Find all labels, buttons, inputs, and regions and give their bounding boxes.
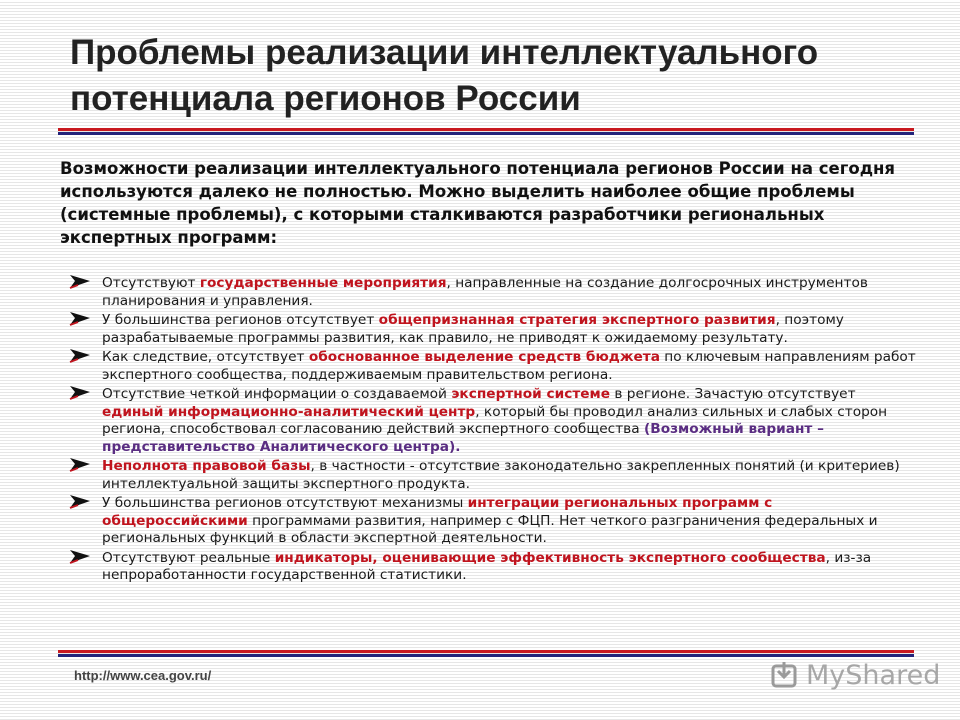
- title-line-1: Проблемы реализации интеллектуального: [70, 33, 819, 72]
- arrow-bullet-icon: [68, 547, 94, 565]
- bullet-text: , который бы проводил анализ сильных и слабых сторон региона, способствовал согласованию действий экспертного сообщества: [102, 403, 888, 437]
- list-item: [66, 458, 916, 493]
- bullet-text: У большинства регионов отсутствуют механизмы: [102, 495, 468, 511]
- bullet-variant-note: (Возможный вариант – представительство Аналитического центра).: [102, 421, 824, 455]
- problems-list: [66, 275, 916, 587]
- divider-blue-line: [58, 654, 914, 657]
- divider-red-line: [58, 128, 914, 131]
- list-item: [66, 275, 916, 310]
- bullet-highlight: индикаторы, оценивающие эффективность экспертного сообщества: [274, 549, 826, 566]
- arrow-bullet-icon: [68, 492, 94, 510]
- myshared-logo-icon: [770, 660, 802, 692]
- bullet-highlight: интеграции региональных программ с общероссийскими: [102, 495, 773, 529]
- arrow-bullet-icon: [68, 455, 94, 473]
- list-item: [66, 495, 916, 548]
- list-item: [66, 550, 916, 585]
- bullet-text: в регионе. Зачастую отсутствует: [610, 386, 856, 402]
- list-item: [66, 312, 916, 347]
- bullet-text: по ключевым направлениям работ экспертного сообщества, поддерживаемым правительством региона.: [102, 349, 916, 383]
- intro-paragraph: Возможности реализации интеллектуального потенциала регионов России на сегодня используются далеко не полностью. Можно выделить наиболее общие проблемы (системные проблемы), с которыми сталкиваются разработчики региональных экспертных программ:: [60, 159, 896, 247]
- bullet-text: Отсутствуют: [102, 275, 200, 291]
- bullet-text: У большинства регионов отсутствует: [102, 312, 379, 328]
- bullet-text: программами развития, например с ФЦП. Нет четкого разграничения федеральных и региональных функций в области экспертной деятельности.: [102, 512, 878, 546]
- bullet-highlight: экспертной системе: [451, 386, 611, 402]
- bullet-highlight: обоснованное выделение средств бюджета: [308, 349, 660, 365]
- arrow-bullet-icon: [68, 272, 94, 290]
- bullet-highlight: государственные мероприятия: [199, 275, 447, 291]
- arrow-bullet-icon: [68, 309, 94, 327]
- footer-divider: [58, 650, 914, 660]
- divider-red-line: [58, 650, 914, 653]
- bullet-text: , поэтому разрабатываемые программы развития, как правило, не приводят к ожидаемому результату.: [102, 312, 844, 346]
- arrow-bullet-icon: [68, 346, 94, 364]
- title-line-2: потенциала регионов России: [70, 79, 581, 118]
- title-divider: [58, 128, 914, 138]
- list-item: [66, 386, 916, 456]
- bullet-highlight: единый информационно-аналитический центр: [102, 403, 476, 420]
- footer-url-link[interactable]: http://www.cea.gov.ru/: [74, 668, 212, 683]
- arrow-bullet-icon: [68, 383, 94, 401]
- bullet-text: , в частности - отсутствие законодательно закрепленных понятий (и критериев) интеллектуальной защиты экспертного продукта.: [102, 458, 900, 492]
- bullet-highlight: Неполнота правовой базы: [102, 458, 311, 474]
- bullet-text: Отсутствуют реальные: [102, 549, 275, 566]
- list-item: [66, 349, 916, 384]
- bullet-text: , направленные на создание долгосрочных инструментов планирования и управления.: [102, 275, 868, 309]
- divider-blue-line: [58, 132, 914, 135]
- bullet-text: Как следствие, отсутствует: [102, 349, 309, 365]
- slide-title: [70, 30, 930, 122]
- watermark-text: MyShared: [806, 660, 941, 691]
- bullet-highlight: общепризнанная стратегия экспертного развития: [378, 312, 776, 328]
- bullet-text: , из-за непроработанности государственной статистики.: [102, 549, 872, 583]
- bullet-text: Отсутствие четкой информации о создаваемой: [102, 386, 452, 402]
